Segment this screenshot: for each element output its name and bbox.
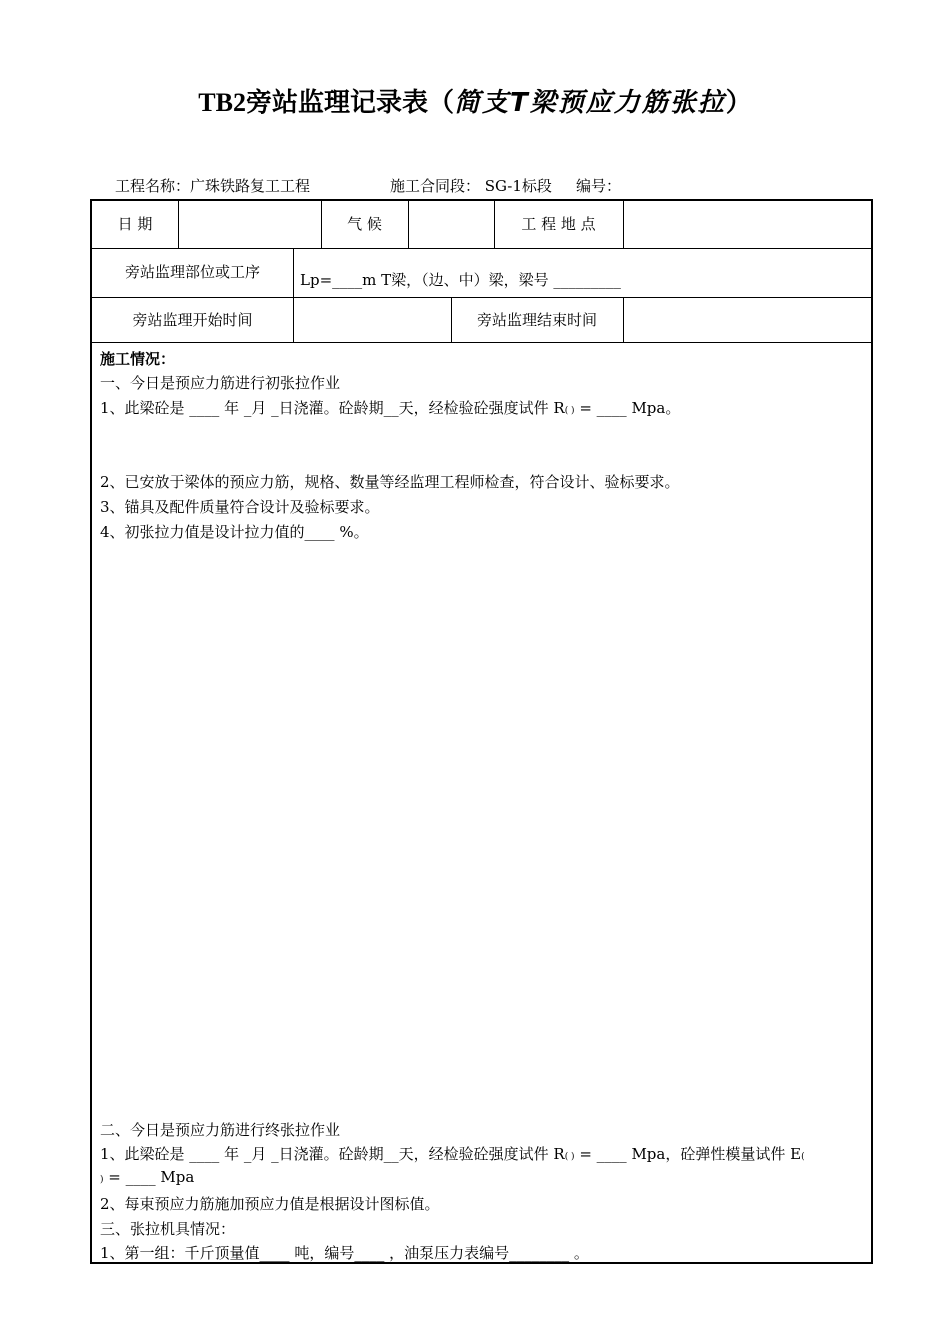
site-value-cell[interactable] [624, 201, 871, 248]
content-heading: 施工情况： [100, 350, 176, 368]
contract-section: 施工合同段： SG-1标段 [390, 177, 552, 195]
weather-label: 气 候 [347, 215, 382, 233]
start-time-label: 旁站监理开始时间 [132, 311, 253, 329]
end-time-label: 旁站监理结束时间 [476, 311, 597, 329]
sec3-title: 三、张拉机具情况： [100, 1220, 236, 1238]
sec2-line2: 2、每束预应力筋施加预应力值是根据设计图标值。 [100, 1195, 440, 1213]
record-table [90, 199, 873, 1264]
weather-value-cell[interactable] [409, 201, 494, 248]
sec1-line2: 2、已安放于梁体的预应力筋，规格、数量等经监理工程师检查，符合设计、验标要求。 [100, 473, 680, 491]
sec1-line4: 4、初张拉力值是设计拉力值的____ %。 [100, 523, 369, 541]
document-number-label: 编号： [576, 177, 622, 195]
sec3-line1: 1、第一组：千斤顶量值____ 吨，编号____ ，油泵压力表编号________ 。 [100, 1244, 589, 1262]
date-label: 日 期 [117, 215, 153, 233]
sec1-line1: 1、此梁砼是 ____ 年 _月 _日浇灌。砼龄期__天，经检验砼强度试件 R( ) = ____ Mpa。 [100, 399, 681, 417]
project-name: 工程名称：广珠铁路复工工程 [115, 177, 311, 195]
sec1-line3: 3、锚具及配件质量符合设计及验标要求。 [100, 498, 380, 516]
title-sub: 简支T梁预应力筋张拉 [453, 88, 726, 118]
sec1-title: 一、今日是预应力筋进行初张拉作业 [100, 374, 341, 392]
sec2-title: 二、今日是预应力筋进行终张拉作业 [100, 1121, 341, 1139]
sec2-line1: 1、此梁砼是 ____ 年 _月 _日浇灌。砼龄期__天，经检验砼强度试件 R( ) = ____ Mpa，砼弹性模量试件 E( [100, 1145, 805, 1163]
site-label: 工 程 地 点 [521, 215, 596, 233]
date-value-cell[interactable] [179, 201, 321, 248]
sec2-line1-cont: ) = ____ Mpa [100, 1168, 195, 1186]
title-close: ） [725, 88, 752, 117]
end-time-value-cell[interactable] [624, 298, 871, 342]
position-label: 旁站监理部位或工序 [124, 263, 260, 281]
start-time-value-cell[interactable] [294, 298, 451, 342]
title-main: TB2旁站监理记录表（ [198, 88, 454, 117]
page-title [0, 82, 950, 119]
position-value: Lp=____m T梁，（边、中）梁，梁号 _________ [300, 271, 621, 289]
